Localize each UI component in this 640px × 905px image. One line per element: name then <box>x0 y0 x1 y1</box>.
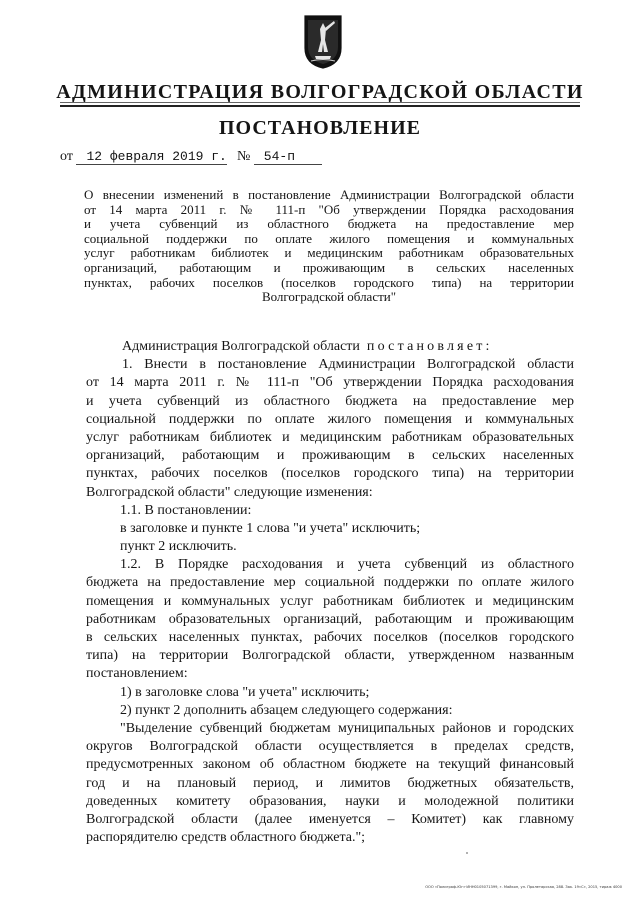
paragraph-1-1-heading: 1.1. В постановлении: <box>120 502 252 518</box>
document-type-title: ПОСТАНОВЛЕНИЕ <box>219 117 421 139</box>
paragraph-1-2-line: помещения и коммунальных услуг работникам библиотек и медицинским <box>86 593 574 609</box>
quoted-text-line: доведенных комитету образования, науки и молодежной политики <box>86 793 574 809</box>
paragraph-1-2-item: 2) пункт 2 дополнить абзацем следующего содержания: <box>120 702 453 718</box>
quoted-text-line: Волгоградской области (далее именуется – Комитет) как главному <box>86 811 574 827</box>
subject-line: О внесении изменений в постановление Администрации Волгоградской области <box>84 187 574 202</box>
subject-line: и учета субвенций из областного бюджета на предоставление мер <box>84 216 574 232</box>
organization-title: АДМИНИСТРАЦИЯ ВОЛГОГРАДСКОЙ ОБЛАСТИ <box>56 81 584 103</box>
quoted-text-line: предусмотренных законом об областном бюджете на текущий финансовый <box>86 757 574 773</box>
printer-imprint: ООО «Полиграф-Юг»·ИНН0105071399, г. Майкоп, ул. Пролетарская, 288. Зак. 19«С», 2015, тираж 4000 <box>425 885 622 889</box>
document-subject <box>84 188 574 305</box>
paragraph-1-line: 1. Внести в постановление Администрации Волгоградской области <box>122 357 574 373</box>
paragraph-1-2-line: в сельских населенных пунктах, рабочих поселков (поселков городского <box>86 630 574 645</box>
scan-speck <box>466 852 468 854</box>
date-from-label: от <box>60 149 73 164</box>
paragraph-1-line: и учета субвенций из областного бюджета на предоставление мер <box>86 393 574 409</box>
subject-line: от 14 марта 2011 г. № 111-п "Об утверждении Порядка расходования <box>84 201 574 217</box>
paragraph-1-line: организаций, работающим и проживающим в сельских населенных <box>86 448 574 464</box>
volgograd-coat-of-arms-icon <box>303 14 343 70</box>
subject-line: социальной поддержки по оплате жилого помещения и коммунальных <box>84 230 574 246</box>
quoted-text-line: "Выделение субвенций бюджетам муниципальных районов и городских <box>120 720 574 736</box>
document-number: 54-п <box>254 149 322 165</box>
dateline <box>60 149 322 165</box>
paragraph-1-line: от 14 марта 2011 г. № 111-п "Об утверждении Порядка расходования <box>86 375 574 391</box>
subject-line: услуг работникам библиотек и медицинским работникам образовательных <box>84 245 574 261</box>
document-date: 12 февраля 2019 г. <box>76 149 227 165</box>
preamble-text: Администрация Волгоградской области <box>122 339 360 354</box>
paragraph-1-2-line: бюджета на предоставление мер социальной поддержки по оплате жилого <box>86 575 574 591</box>
paragraph-1-2-line: 1.2. В Порядке расходования и учета субвенций из областного <box>120 557 574 573</box>
paragraph-1-2-line: постановлением: <box>86 666 188 682</box>
preamble <box>86 338 574 356</box>
paragraph-1-1-item: пункт 2 исключить. <box>120 539 237 555</box>
subject-line: организаций, работающим и проживающим в сельских населенных <box>84 259 574 275</box>
quoted-text-line: год и на плановый период, и лимитов бюджетных обязательств, <box>86 775 574 791</box>
paragraph-1-2-line: работникам образовательных организаций, работающим и проживающим <box>86 611 574 627</box>
document-body <box>86 338 574 847</box>
paragraph-1-line: Волгоградской области" следующие изменения: <box>86 484 373 500</box>
header-rule-thin <box>60 102 580 103</box>
paragraph-1-1-item: в заголовке и пункте 1 слова "и учета" исключить; <box>120 520 421 536</box>
quoted-text-line: распорядителю средств областного бюджета."; <box>86 830 366 846</box>
paragraph-1-line: услуг работникам библиотек и медицинским работникам образовательных <box>86 429 574 445</box>
number-label: № <box>236 149 251 164</box>
subject-line: Волгоградской области" <box>261 289 397 305</box>
header-rule-thick <box>60 105 580 107</box>
paragraph-1-line: социальной поддержки по оплате жилого помещения и коммунальных <box>86 411 574 427</box>
paragraph-1-line: пунктах, рабочих поселков (поселков городского типа) на территории <box>86 466 574 482</box>
preamble-verb: постановляет: <box>366 339 493 354</box>
quoted-text-line: округов Волгоградской области осуществляется в пределах средств, <box>86 739 574 755</box>
paragraph-1-2-line: типа) на территории Волгоградской области, утвержденном названным <box>86 648 574 664</box>
paragraph-1-2-item: 1) в заголовке слова "и учета" исключить; <box>120 684 370 700</box>
subject-line: пунктах, рабочих поселков (поселков городского типа) на территории <box>84 274 574 290</box>
